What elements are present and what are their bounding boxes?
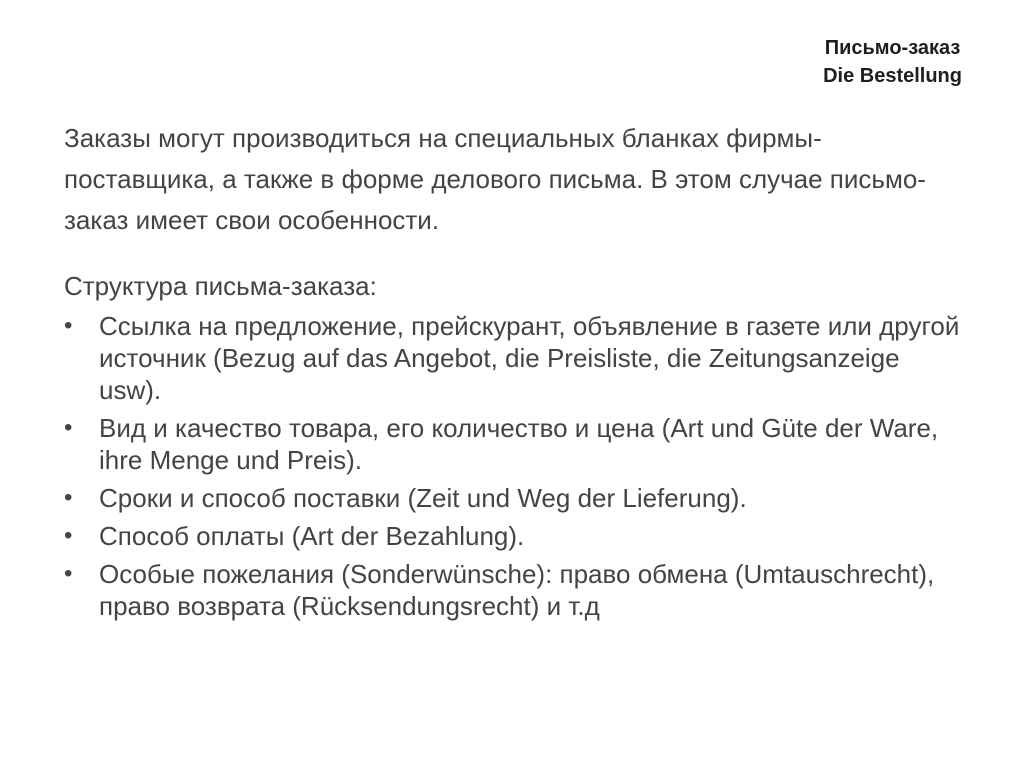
intro-paragraph: Заказы могут производиться на специальных бланках фирмы-поставщика, а также в форме делового письма. В этом случае письмо-заказ имеет свои особенности. <box>64 123 926 235</box>
bullet-icon: • <box>64 560 73 587</box>
list-item <box>64 482 964 514</box>
list-item <box>64 520 964 552</box>
structure-section <box>64 268 964 622</box>
list-item-text: Особые пожелания (Sonderwünsche): право обмена (Umtauschrecht), право возврата (Rücksendungsrecht) и т.д <box>99 559 935 621</box>
list-item <box>64 310 964 406</box>
bullet-icon: • <box>64 414 73 441</box>
bullet-icon: • <box>64 312 73 339</box>
bullet-icon: • <box>64 522 73 549</box>
slide-title-russian: Письмо-заказ <box>824 37 961 59</box>
slide-title-german: Die Bestellung <box>823 65 962 87</box>
list-item-text: Сроки и способ поставки (Zeit und Weg der Lieferung). <box>99 483 747 513</box>
bullet-icon: • <box>64 484 73 511</box>
list-item <box>64 558 964 622</box>
slide-title <box>823 34 962 90</box>
list-item-text: Вид и качество товара, его количество и цена (Art und Güte der Ware, ihre Menge und Preis). <box>99 413 939 475</box>
list-item-text: Ссылка на предложение, прейскурант, объявление в газете или другой источник (Bezug auf das Angebot, die Preisliste, die Zeitungsanzeige usw). <box>99 311 960 405</box>
list-item-text: Способ оплаты (Art der Bezahlung). <box>99 521 525 551</box>
list-item <box>64 412 964 476</box>
structure-heading: Структура письма-заказа: <box>64 271 377 301</box>
structure-list <box>64 310 964 622</box>
